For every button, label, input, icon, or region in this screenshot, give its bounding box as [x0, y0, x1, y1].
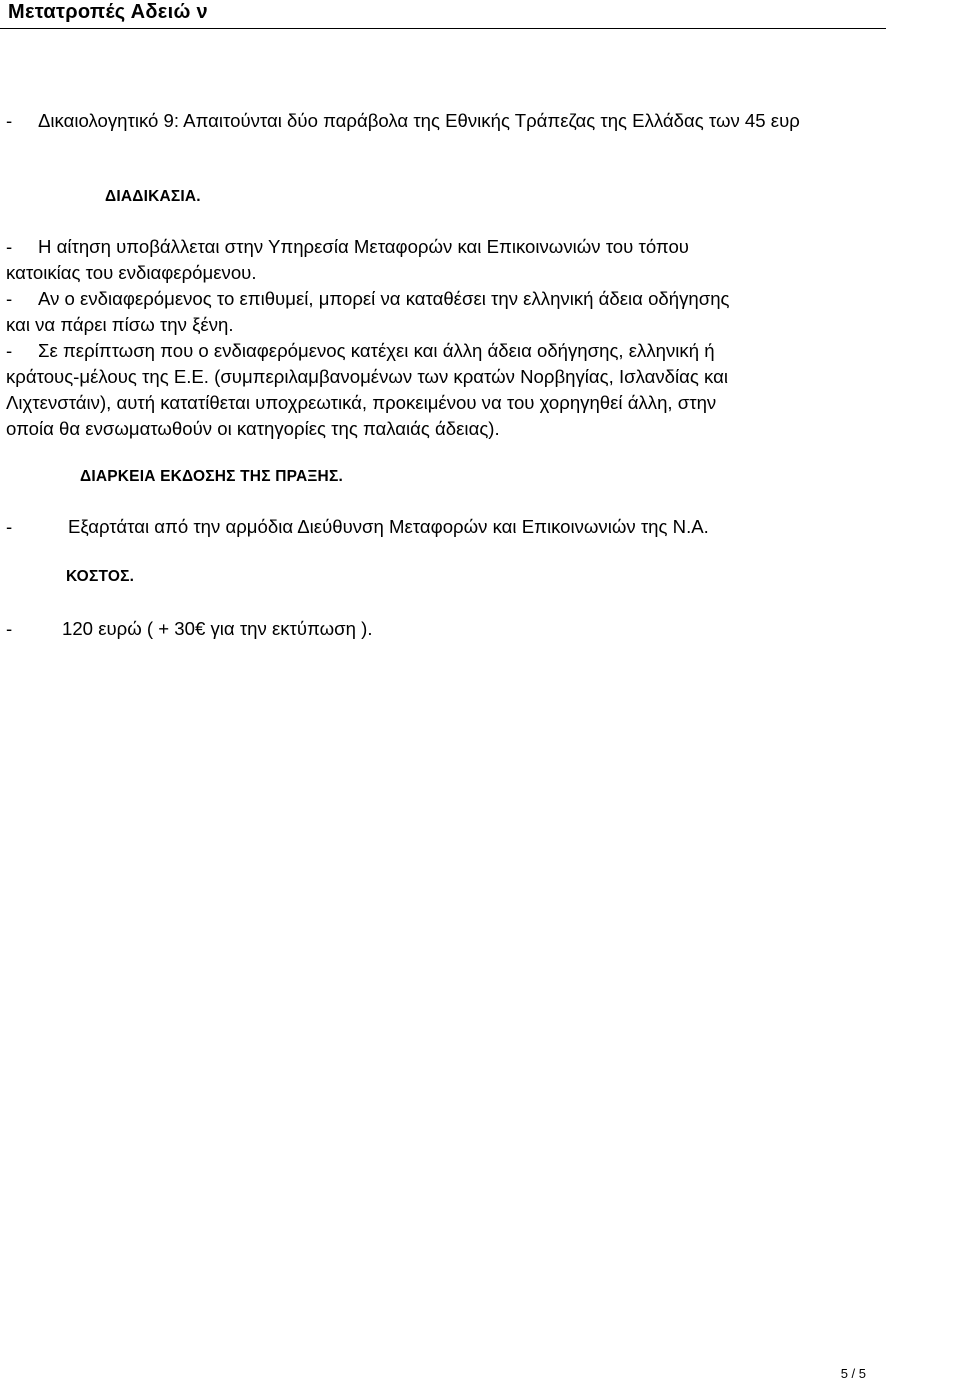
cost-heading: ΚΟΣΤΟΣ. [66, 568, 135, 585]
procedure-line-6: κράτους-μέλους της Ε.Ε. (συμπεριλαμβανομένων των κρατών Νορβηγίας, Ισλανδίας και [6, 366, 728, 387]
procedure-line-8: οποία θα ενσωματωθούν οι κατηγορίες της παλαιάς άδειας). [6, 418, 500, 439]
procedure-line-7: Λιχτενστάιν), αυτή κατατίθεται υποχρεωτικά, προκειμένου να του χορηγηθεί άλλη, στην [6, 392, 717, 413]
document-title: Μετατροπές Αδειώ ν [8, 1, 208, 23]
procedure-line-3 [6, 286, 730, 312]
bullet-dash: - [6, 236, 13, 257]
duration-item [6, 514, 709, 540]
procedure-text: Αν ο ενδιαφερόμενος το επιθυμεί, μπορεί να καταθέσει την ελληνική άδεια οδήγησης [38, 288, 730, 309]
procedure-text: Σε περίπτωση που ο ενδιαφερόμενος κατέχει και άλλη άδεια οδήγησης, ελληνική ή [38, 340, 715, 361]
procedure-line-5 [6, 338, 715, 364]
bullet-dash: - [6, 288, 13, 309]
cost-text: 120 ευρώ ( + 30€ για την εκτύπωση ). [62, 618, 373, 639]
bullet-dash: - [6, 516, 13, 537]
page-header [0, 0, 886, 29]
bullet-dash: - [6, 618, 13, 639]
procedure-line-4: και να πάρει πίσω την ξένη. [6, 314, 234, 335]
doc9-item [6, 108, 800, 134]
procedure-line-1 [6, 234, 689, 260]
bullet-dash: - [6, 110, 13, 131]
bullet-dash: - [6, 340, 13, 361]
doc9-text: Δικαιολογητικό 9: Απαιτούνται δύο παράβολα της Εθνικής Τράπεζας της Ελλάδας των 45 ευρ [38, 110, 800, 131]
procedure-text: Η αίτηση υποβάλλεται στην Υπηρεσία Μεταφορών και Επικοινωνιών του τόπου [38, 236, 689, 257]
duration-heading: ΔΙΑΡΚΕΙΑ ΕΚΔΟΣΗΣ ΤΗΣ ΠΡΑΞΗΣ. [80, 468, 343, 485]
procedure-heading: ΔΙΑΔΙΚΑΣΙΑ. [105, 188, 201, 205]
cost-item [6, 616, 373, 642]
page-number: 5 / 5 [840, 1366, 866, 1381]
duration-text: Εξαρτάται από την αρμόδια Διεύθυνση Μεταφορών και Επικοινωνιών της Ν.Α. [68, 516, 709, 537]
procedure-line-2: κατοικίας του ενδιαφερόμενου. [6, 262, 257, 283]
